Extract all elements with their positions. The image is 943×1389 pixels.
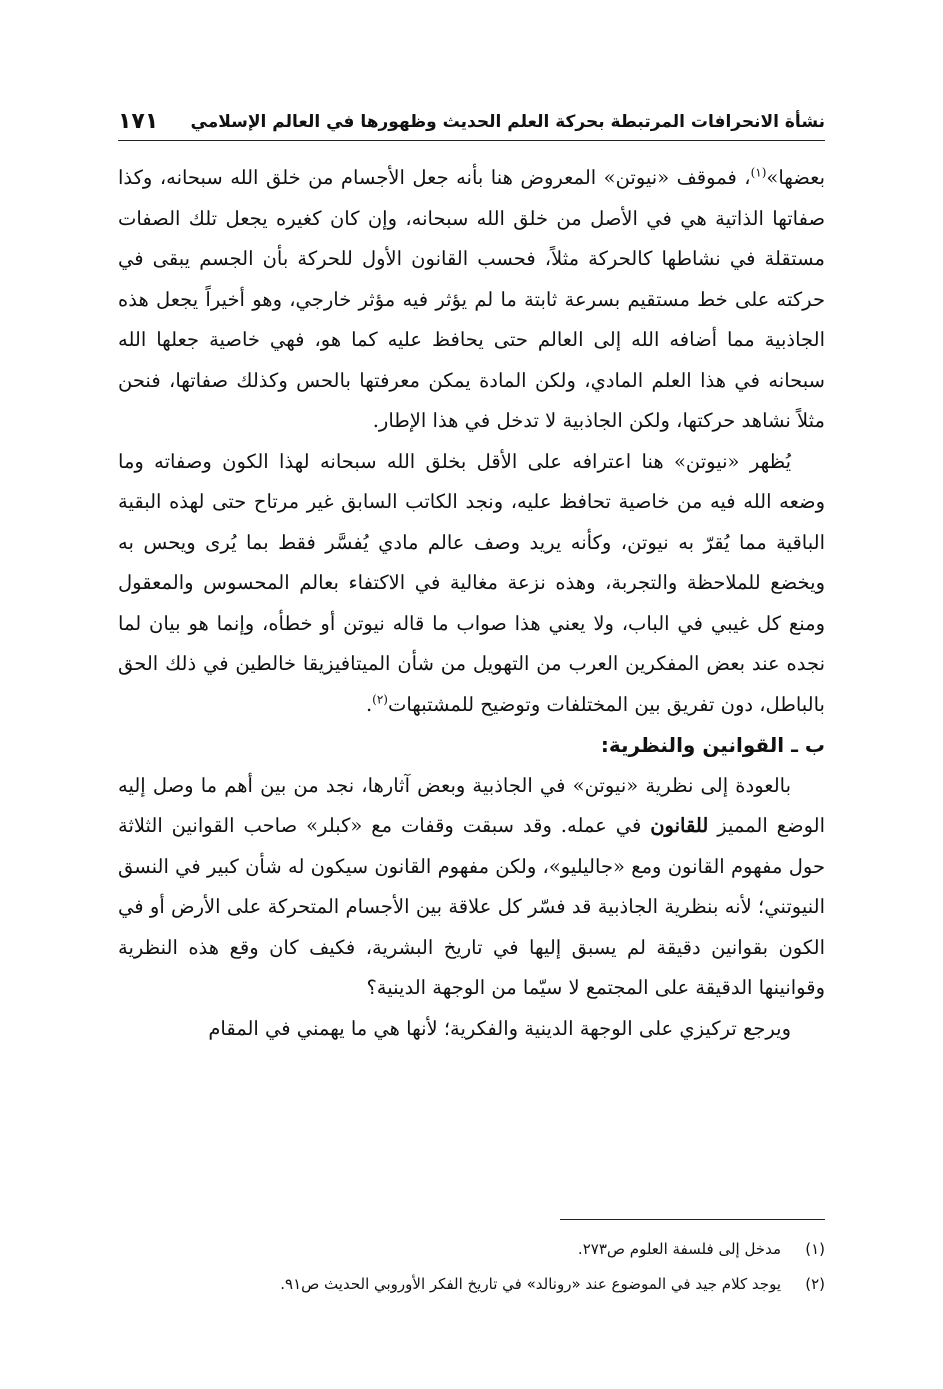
section-heading: ب ـ القوانين والنظرية:: [600, 733, 825, 757]
main-text: [118, 158, 825, 1049]
footnote-1-text: مدخل إلى فلسفة العلوم ص٢٧٣.: [577, 1240, 781, 1258]
paragraph-3-start: بالعودة إلى نظرية «نيوتن» في الجاذبية وبعض آثارها، نجد من بين أهم ما وصل إليه الوضع المميز: [118, 773, 826, 837]
footnote-2: [118, 1267, 825, 1302]
paragraph-1: [118, 158, 825, 442]
paragraph-1-start: بعضها»: [766, 166, 825, 189]
paragraph-2: [118, 442, 825, 726]
footnote-1: [118, 1232, 825, 1267]
footnote-divider: [560, 1219, 825, 1220]
bold-term: للقانون: [650, 814, 709, 837]
paragraph-3-rest: في عمله. وقد سبقت وقفات مع «كبلر» صاحب القوانين الثلاثة حول مفهوم القانون ومع «جاليليو»، ولكن مفهوم القانون سيكون له شأن كبير في النسق النيوتني؛ لأنه بنظرية الجاذبية قد فسّر كل علاقة بين الأجسام المتحركة على الأرض أو في الكون بقوانين دقيقة لم يسبق إليها في تاريخ البشرية، فكيف كان وقع هذه النظرية وقوانينها الدقيقة على المجتمع لا سيّما من الوجهة الدينية؟: [118, 814, 825, 999]
footnote-2-text: يوجد كلام جيد في الموضوع عند «رونالد» في تاريخ الفكر الأوروبي الحديث ص٩١.: [280, 1275, 781, 1293]
paragraph-4: ويرجع تركيزي على الوجهة الدينية والفكرية؛ لأنها هي ما يهمني في المقام: [208, 1016, 791, 1040]
paragraph-2-end: .: [365, 692, 373, 716]
paragraph-2-text: يُظهر «نيوتن» هنا اعترافه على الأقل بخلق الله سبحانه لهذا الكون وصفاته وما وضعه الله فيه من خاصية تحافظ عليه، ونجد الكاتب السابق غير مرتاح حتى لهذه البقية الباقية مما يُقرّ به نيوتن، وكأنه يريد وصف عالم مادي يُفسَّر فقط بما يُرى ويحس به ويخضع للملاحظة والتجربة، وهذه نزعة مغالية في الاكتفاء بعالم المحسوس والمعقول ومنع كل غيبي في الباب، ولا يعني هذا صواب ما قاله نيوتن أو خطأه، وإنما هو بيان لما نجده عند بعض المفكرين العرب من التهويل من شأن الميتافيزيقا خالطين في ذلك الحق بالباطل، دون تفريق بين المختلفات وتوضيح للمشتبهات: [118, 449, 825, 716]
page-header: [118, 94, 825, 141]
footnote-1-number: (١): [805, 1240, 825, 1258]
paragraph-1-rest: ، فموقف «نيوتن» المعروض هنا بأنه جعل الأجسام من خلق الله سبحانه، وكذا صفاتها الذاتية هي في الأصل من خلق الله سبحانه، وإن كان كغيره يجعل تلك الصفات مستقلة في نشاطها كالحركة مثلاً، فحسب القانون الأول للحركة بأن الجسم يبقى في حركته على خط مستقيم بسرعة ثابتة ما لم يؤثر فيه مؤثر خارجي، وهو أخيراً يجعل هذه الجاذبية مما أضافه الله إلى العالم حتى يحافظ عليه كما هو، فهي خاصية جعلها الله سبحانه في هذا العلم المادي، ولكن المادة يمكن معرفتها بالحس وكذلك صفاتها، فنحن مثلاً نشاهد حركتها، ولكن الجاذبية لا تدخل في هذا الإطار.: [118, 166, 825, 432]
page-number: ١٧١: [118, 109, 159, 134]
paragraph-3: [118, 766, 825, 1009]
footnote-ref-1: (١): [750, 165, 767, 180]
running-title: نشأة الانحرافات المرتبطة بحركة العلم الحديث وظهورها في العالم الإسلامي: [190, 112, 825, 132]
footnote-ref-2: (٢): [372, 692, 388, 706]
footnotes: [118, 1232, 825, 1302]
footnote-2-number: (٢): [805, 1275, 825, 1293]
